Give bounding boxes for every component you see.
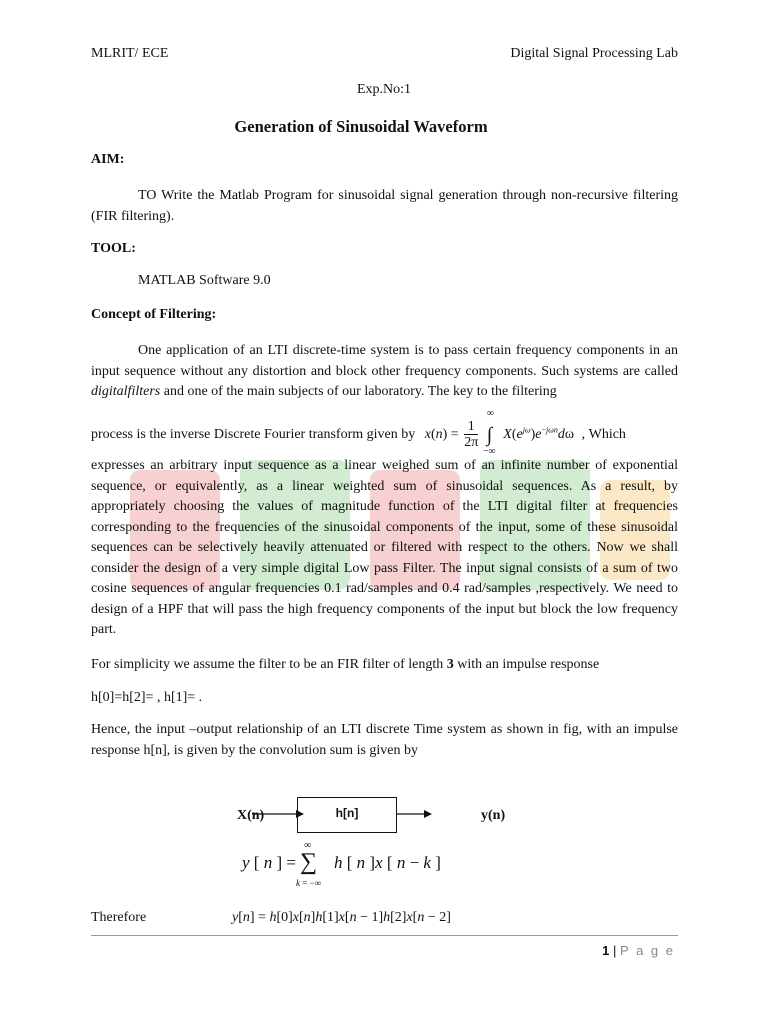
dft-lead-text: process is the inverse Discrete Fourier transform given by	[91, 427, 416, 443]
simplicity-text-a: For simplicity we assume the filter to be an FIR filter of length	[91, 657, 447, 672]
inverse-dft-line	[91, 407, 626, 457]
diagram-input-label: X(n)	[237, 808, 265, 823]
concept-heading: Concept of Filtering:	[91, 307, 217, 322]
page-number: 1	[602, 943, 610, 958]
hence-paragraph: Hence, the input –output relationship of an LTI discrete Time system as shown in fig, with an impulse response h[n], is given by the convolution sum is given by	[91, 722, 678, 758]
concept-paragraph-1-emphasis: digitalfilters	[91, 384, 161, 399]
page-title: Generation of Sinusoidal Waveform	[234, 117, 488, 136]
page-footer	[602, 943, 675, 958]
header-course: Digital Signal Processing Lab	[510, 46, 678, 61]
diagram-output-label: y(n)	[481, 808, 506, 823]
header-institution: MLRIT/ ECE	[91, 46, 169, 61]
page-separator: |	[613, 943, 617, 958]
experiment-number: Exp.No:1	[356, 82, 412, 97]
aim-text: TO Write the Matlab Program for sinusoidal signal generation through non-recursive filtering (FIR filtering).	[91, 188, 678, 224]
tool-text: MATLAB Software 9.0	[138, 273, 271, 288]
concept-paragraph-1-text-b: and one of the main subjects of our laboratory. The key to the filtering	[160, 384, 557, 399]
filter-length: 3	[446, 657, 454, 672]
simplicity-text-b: with an impulse response	[453, 657, 600, 672]
difference-equation: y[n] = h[0]x[n]h[1]x[n − 1]h[2]x[n − 2]	[232, 910, 451, 925]
simplicity-paragraph	[91, 655, 678, 676]
page-word: P a g e	[620, 943, 675, 958]
dft-tail-text: , Which	[581, 427, 626, 443]
inverse-dft-formula: x(n) = $\frac{1}{2\pi}$ ∫ ∞ −∞ $X(e^{j\omega})e^{-j\omega n}d\omega$	[424, 407, 578, 457]
tool-heading: TOOL:	[91, 241, 136, 256]
system-block	[297, 797, 397, 833]
therefore-label: Therefore	[91, 910, 147, 925]
aim-heading: AIM:	[91, 152, 125, 167]
concept-paragraph-1	[91, 341, 678, 403]
impulse-response-values: h[0]=h[2]= , h[1]= .	[91, 690, 203, 705]
concept-paragraph-2: expresses an arbitrary input sequence as a linear weighed sum of an infinite number of exponential sequence, or equivalently, as a linear weighted sum of sinusoidal sequences. As a result, by appropriately choosing the values of magnitude function of the LTI digital filter at frequencies corresponding to the frequencies of the sinusoidal components of the input, some of these sinusoidal sequences can be selectively heavily attenuated or filtered with respect to the others. Now we shall consider the design of a very simple digital Low pass Filter. The input signal consists of a sum of two cosine sequences of angular frequencies 0.1 rad/samples and 0.4 rad/samples ,respectively. We need to design of a HPF that will pass the high frequency components of the input but block the low frequency part.	[91, 458, 678, 637]
system-block-label: h[n]	[335, 806, 359, 820]
convolution-sum-equation: y [ n ] = ∞ ∑ k = −∞ h [ n ]x [ n − k ]	[242, 840, 441, 888]
concept-paragraph-1-text-a: One application of an LTI discrete-time system is to pass certain frequency components in an input sequence without any distortion and block other frequency components. Such systems are called	[91, 343, 678, 379]
footer-rule	[91, 935, 678, 936]
